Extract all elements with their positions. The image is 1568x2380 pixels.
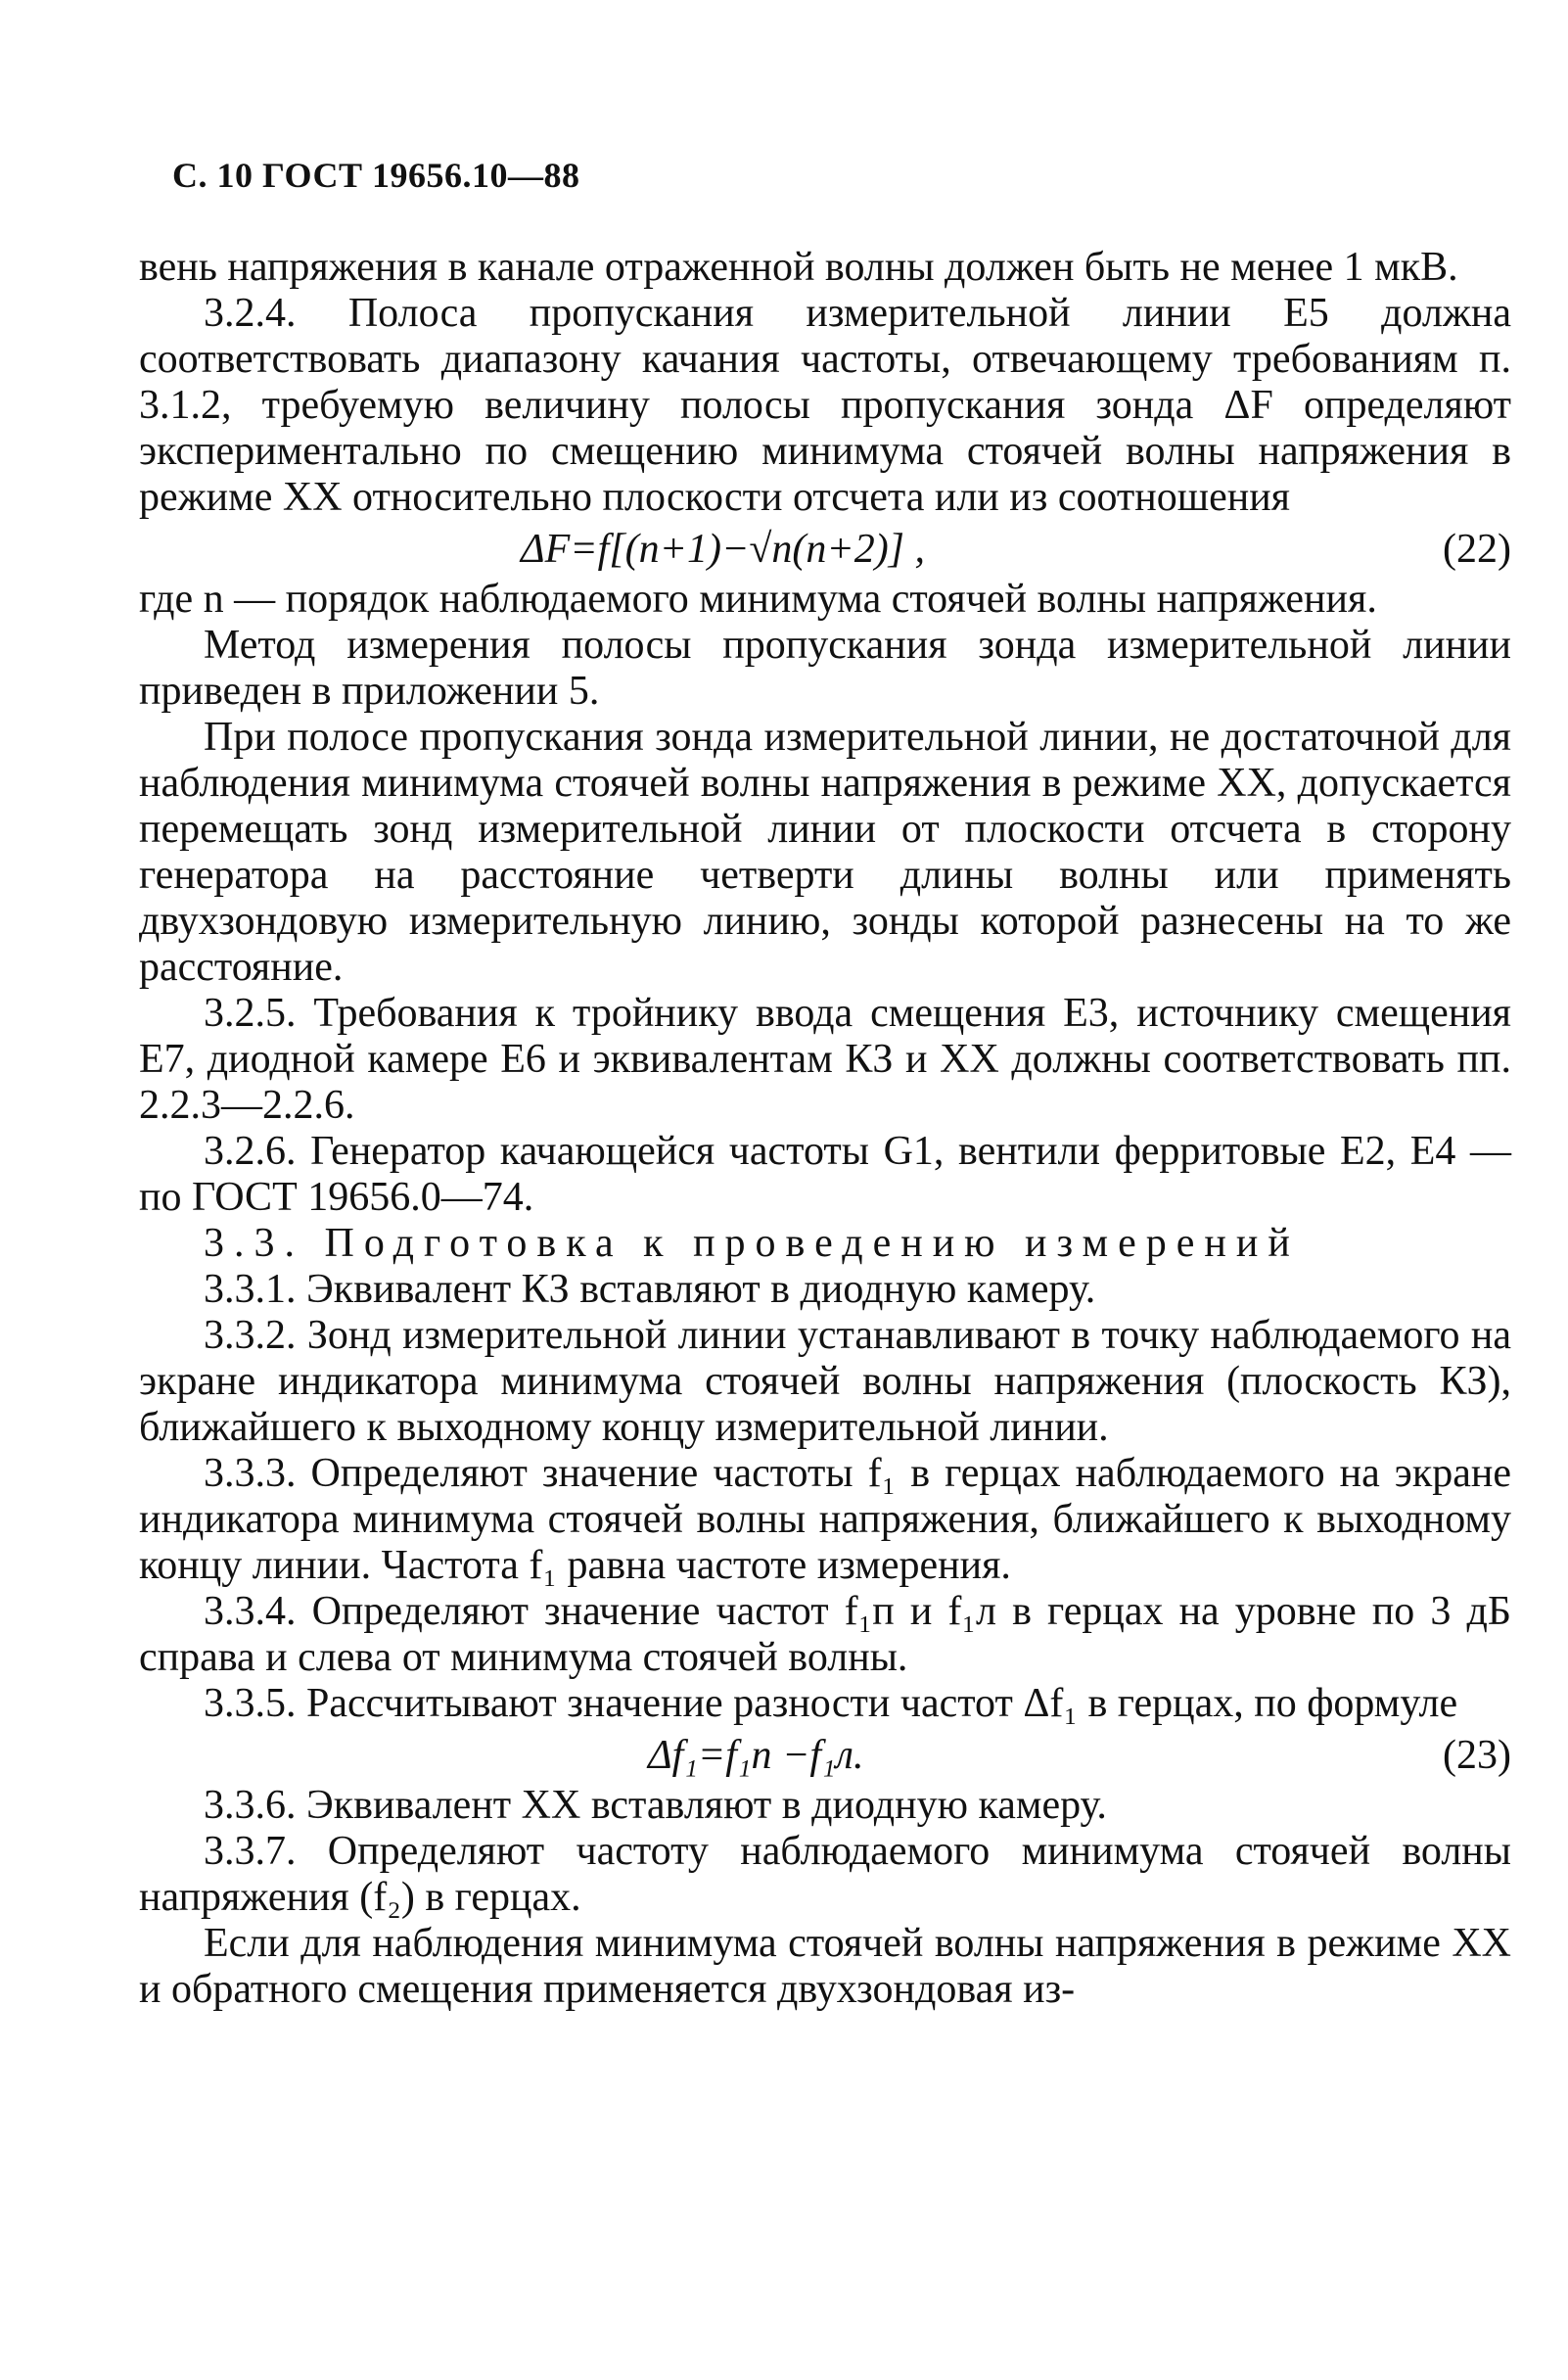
document-body: [139, 245, 1511, 2013]
paragraph-3-3-7: 3.3.7. Определяют частоту наблюдаемого минимума стоячей волны напряжения (f₂) в герцах.: [139, 1829, 1511, 1920]
equation-22-formula: ΔF=f[(n+1)−√n(n+2)] ,: [521, 527, 926, 572]
paragraph-3-3-2: 3.3.2. Зонд измерительной линии устанавливают в точку наблюдаемого на экране индикатора минимума стоячей волны напряжения (плоскость КЗ), ближайшего к выходному концу измерительной линии.: [139, 1313, 1511, 1450]
paragraph-3-3-6: 3.3.6. Эквивалент ХХ вставляют в диодную камеру.: [204, 1783, 1107, 1828]
paragraph-bandwidth: При полосе пропускания зонда измерительной линии, не достаточной для наблюдения минимума стоячей волны напряжения в режиме ХХ, допускается перемещать зонд измерительной линии от плоскости отсчета в сторону генератора на расстояние четверти длины волны или применять двухзондовую измерительную линию, зонды которой разнесены на то же расстояние.: [139, 715, 1511, 990]
equation-22-number: (22): [1443, 527, 1511, 572]
section-heading-3-3: 3.3. Подготовка к проведению измерений: [204, 1221, 1300, 1266]
page-header: С. 10 ГОСТ 19656.10—88: [172, 156, 580, 195]
paragraph-continuation: вень напряжения в канале отраженной волны должен быть не менее 1 мкВ.: [139, 245, 1458, 290]
paragraph-two-probe: Если для наблюдения минимума стоячей волны напряжения в режиме ХХ и обратного смещения применяется двухзондовая из-: [139, 1921, 1511, 2012]
equation-23-formula: Δf₁=f₁п −f₁л.: [648, 1733, 864, 1778]
equation-22: [139, 527, 1511, 573]
paragraph-3-2-5: 3.2.5. Требования к тройнику ввода смещения E3, источнику смещения E7, диодной камере E6 и эквивалентам КЗ и ХХ должны соответствовать пп. 2.2.3—2.2.6.: [139, 991, 1511, 1128]
paragraph-method: Метод измерения полосы пропускания зонда измерительной линии приведен в приложении 5.: [139, 623, 1511, 714]
paragraph-3-3-3: 3.3.3. Определяют значение частоты f₁ в герцах наблюдаемого на экране индикатора минимума стоячей волны напряжения, ближайшего к выходному концу линии. Частота f₁ равна частоте измерения.: [139, 1451, 1511, 1588]
paragraph-where-n: где n — порядок наблюдаемого минимума стоячей волны напряжения.: [139, 577, 1377, 622]
paragraph-3-2-4: 3.2.4. Полоса пропускания измерительной линии E5 должна соответствовать диапазону качания частоты, отвечающему требованиям п. 3.1.2, требуемую величину полосы пропускания зонда ΔF определяют экспериментально по смещению минимума стоячей волны напряжения в режиме ХХ относительно плоскости отсчета или из соотношения: [139, 291, 1511, 520]
paragraph-3-2-6: 3.2.6. Генератор качающейся частоты G1, вентили ферритовые E2, E4 — по ГОСТ 19656.0—74.: [139, 1129, 1511, 1220]
paragraph-3-3-5: 3.3.5. Рассчитывают значение разности частот Δf₁ в герцах, по формуле: [204, 1681, 1458, 1726]
paragraph-3-3-4: 3.3.4. Определяют значение частот f₁п и f₁л в герцах на уровне по 3 дБ справа и слева от минимума стоячей волны.: [139, 1589, 1511, 1680]
equation-23: [139, 1733, 1511, 1779]
equation-23-number: (23): [1443, 1733, 1511, 1778]
paragraph-3-3-1: 3.3.1. Эквивалент КЗ вставляют в диодную камеру.: [204, 1267, 1096, 1312]
